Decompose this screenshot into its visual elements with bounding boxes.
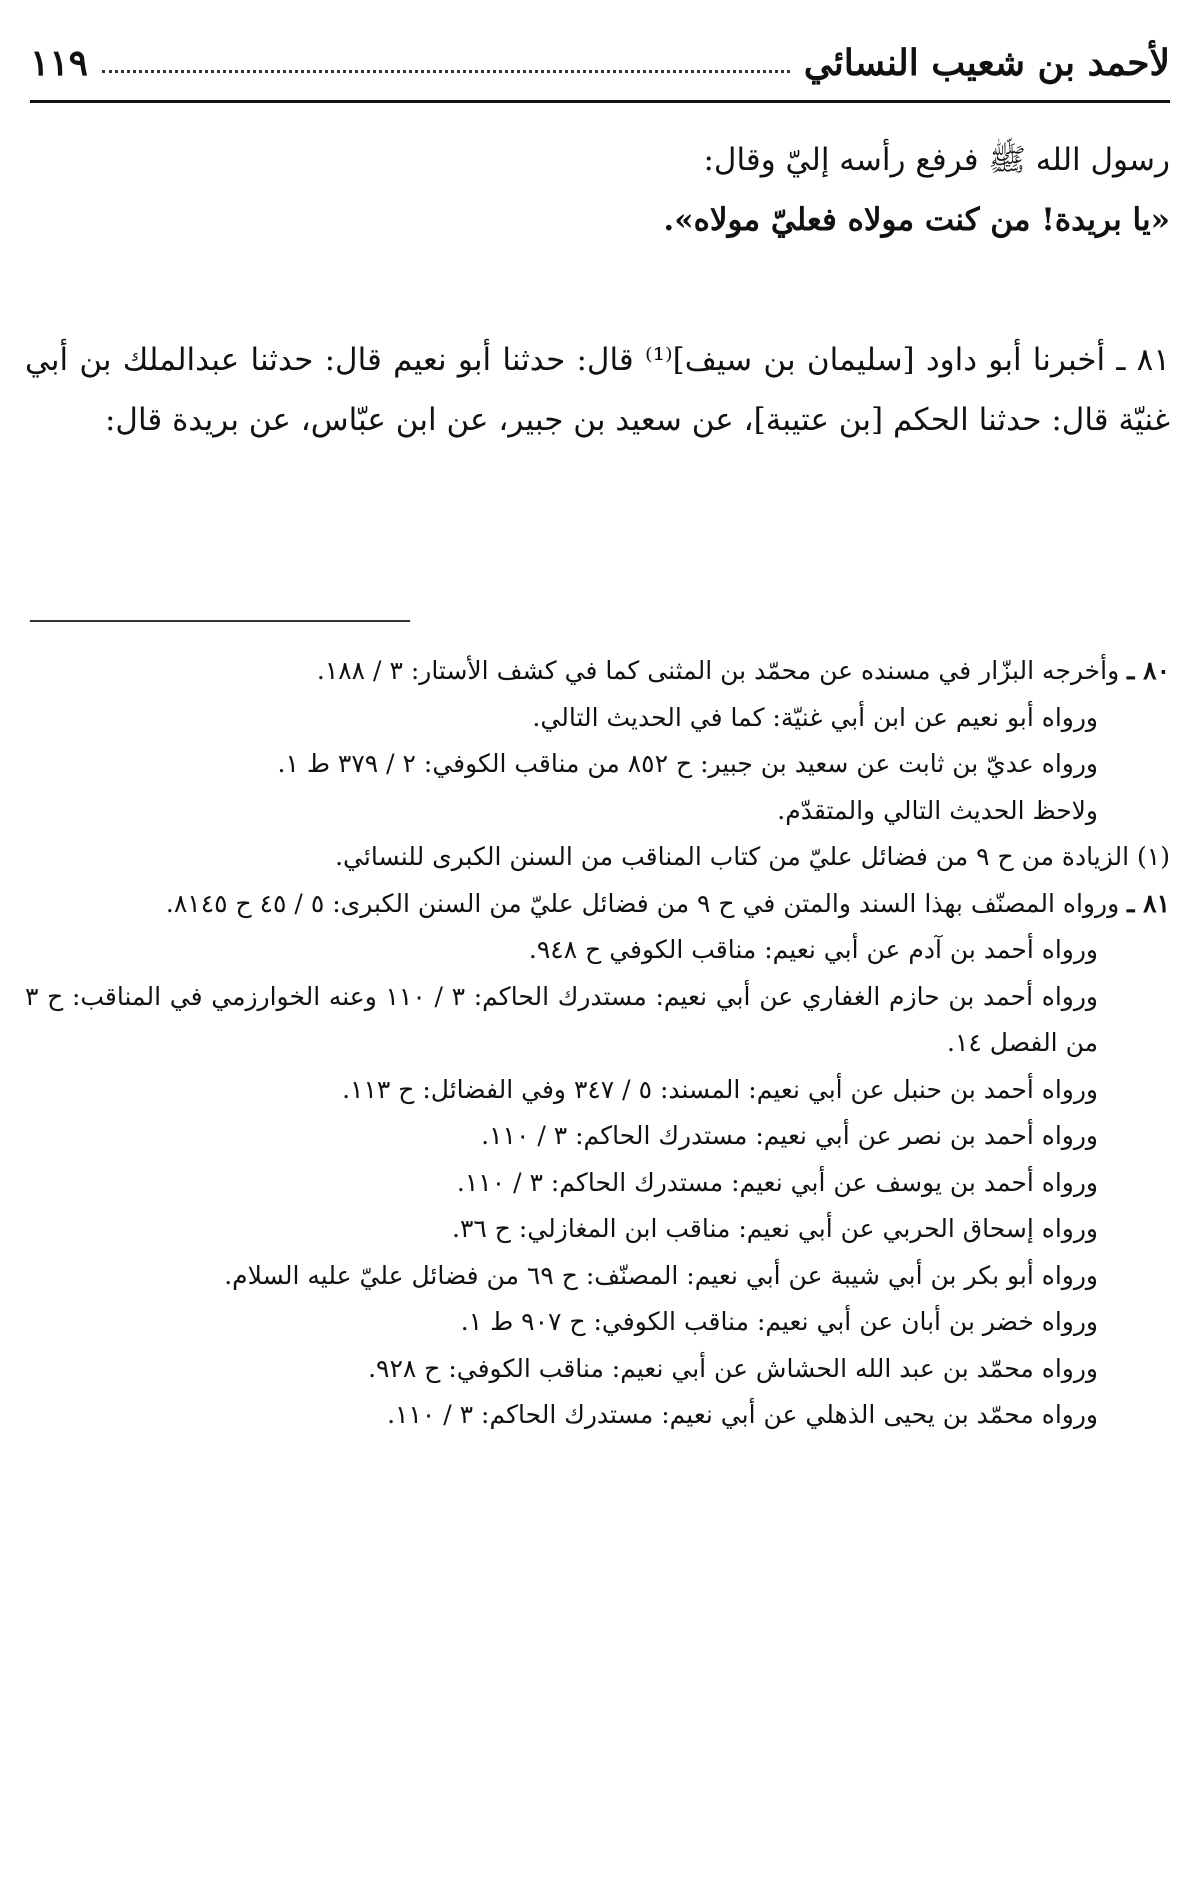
footnote-text: ورواه عديّ بن ثابت عن سعيد بن جبير: ح ٨٥٢ من مناقب الكوفي: ٢ / ٣٧٩ ط ١. [277, 749, 1098, 778]
footnote-line [25, 1299, 1170, 1346]
footnotes [25, 648, 1170, 1439]
footnote-text: (١) الزيادة من ح ٩ من فضائل عليّ من كتاب المناقب من السنن الكبرى للنسائي. [335, 842, 1170, 871]
running-title: لأحمد بن شعيب النسائي [803, 42, 1170, 84]
footnote-text: ورواه المصنّف بهذا السند والمتن في ح ٩ من فضائل عليّ من السنن الكبرى: ٥ / ٤٥ ح ٨١٤٥. [165, 888, 1128, 918]
footnote-line [25, 1067, 1170, 1114]
hadith-81-isnad: ٨١ ـ أخبرنا أبو داود [سليمان بن سيف]⁽¹⁾ قال: حدثنا أبو نعيم قال: حدثنا عبدالملك بن أبي غنيّة قال: حدثنا الحكم [بن عتيبة]، عن سعيد بن جبير، عن ابن عبّاس، عن بريدة قال: [25, 342, 1170, 438]
footnote-line [25, 788, 1170, 835]
footnote-text: وأخرجه البزّار في مسنده عن محمّد بن المثنى كما في كشف الأستار: ٣ / ١٨٨. [316, 656, 1128, 685]
footnote-text: ورواه أحمد بن حنبل عن أبي نعيم: المسند: ٥ / ٣٤٧ وفي الفضائل: ح ١١٣. [342, 1074, 1098, 1104]
footnote-line [25, 974, 1170, 1067]
footnote-line [25, 648, 1170, 695]
footnote-text: ورواه أبو بكر بن أبي شيبة عن أبي نعيم: المصنّف: ح ٦٩ من فضائل عليّ عليه السلام. [224, 1260, 1098, 1290]
footnote-line [25, 1206, 1170, 1253]
running-header [30, 30, 1170, 96]
footnote-line [25, 1160, 1170, 1207]
page-number: ١١٩ [30, 42, 89, 84]
footnote-text: ورواه محمّد بن يحيى الذهلي عن أبي نعيم: مستدرك الحاكم: ٣ / ١١٠. [387, 1400, 1098, 1429]
footnote-text: ولاحظ الحديث التالي والمتقدّم. [777, 795, 1098, 825]
footnote-line [25, 834, 1170, 881]
footnote-text: ورواه إسحاق الحربي عن أبي نعيم: مناقب ابن المغازلي: ح ٣٦. [452, 1214, 1098, 1243]
footnote-line [25, 927, 1170, 974]
dot-leader [102, 70, 790, 73]
footnote-text: ورواه أحمد بن نصر عن أبي نعيم: مستدرك الحاكم: ٣ / ١١٠. [481, 1121, 1098, 1150]
footnote-text: ورواه أحمد بن يوسف عن أبي نعيم: مستدرك الحاكم: ٣ / ١١٠. [456, 1167, 1098, 1197]
footnote-line [25, 1346, 1170, 1393]
header-rule [30, 100, 1170, 103]
footnote-line [25, 881, 1170, 928]
footnote-line [25, 695, 1170, 742]
footnote-text: ورواه أحمد بن حازم الغفاري عن أبي نعيم: مستدرك الحاكم: ٣ / ١١٠ وعنه الخوارزمي في المناقب: ح ٣ من الفصل ١٤. [25, 981, 1098, 1057]
paragraph-gap [25, 250, 1170, 330]
footnote-line [25, 1392, 1170, 1439]
footnote-line [25, 741, 1170, 788]
text-line-prophet: رسول الله ﷺ فرفع رأسه إليّ وقال: [703, 142, 1170, 178]
footnote-line [25, 1113, 1170, 1160]
footnote-separator [30, 620, 410, 622]
footnote-text: ورواه أحمد بن آدم عن أبي نعيم: مناقب الكوفي ح ٩٤٨. [528, 935, 1098, 964]
main-text [25, 130, 1170, 450]
footnote-text: ورواه أبو نعيم عن ابن أبي غنيّة: كما في الحديث التالي. [532, 702, 1098, 732]
hadith-quote: «يا بريدة! من كنت مولاه فعليّ مولاه». [663, 202, 1170, 238]
footnote-line [25, 1253, 1170, 1300]
footnote-number: ٨٠ ـ [1127, 656, 1170, 685]
footnote-number: ٨١ ـ [1127, 888, 1170, 918]
footnote-text: ورواه خضر بن أبان عن أبي نعيم: مناقب الكوفي: ح ٩٠٧ ط ١. [460, 1307, 1098, 1336]
footnote-text: ورواه محمّد بن عبد الله الحشاش عن أبي نعيم: مناقب الكوفي: ح ٩٢٨. [368, 1353, 1098, 1383]
